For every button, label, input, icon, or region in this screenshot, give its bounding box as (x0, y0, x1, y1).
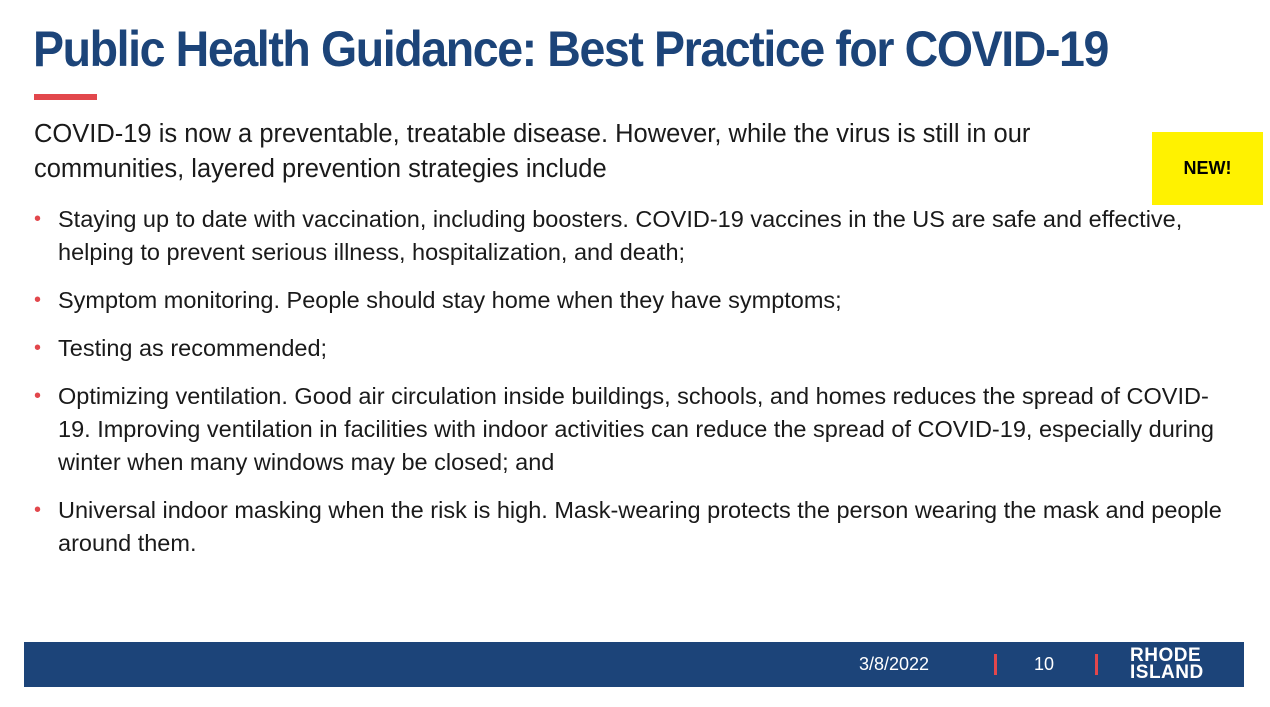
bullet-item-vaccination (34, 203, 1239, 269)
page-number: 10 (1034, 654, 1055, 674)
footer-divider (994, 654, 997, 675)
footer-bar (24, 642, 1244, 687)
intro-text: COVID-19 is now a preventable, treatable disease. However, while the virus is still in our communities, layered prevention strategies include (34, 120, 1031, 183)
bullet-text: Optimizing ventilation. Good air circulation inside buildings, schools, and homes reduces the spread of COVID-19. Improving ventilation in facilities with indoor activities can reduce the spread of COVID-19, especially during winter when many windows may be closed; and (58, 383, 1214, 475)
rhode-island-logo (1130, 647, 1212, 681)
title-underline (34, 94, 97, 100)
bullet-marker-icon: • (34, 289, 42, 311)
bullet-item-masking (34, 494, 1239, 560)
bullet-item-symptom-monitoring (34, 284, 1239, 317)
slide-title: Public Health Guidance: Best Practice for COVID-19 (33, 21, 1108, 77)
footer-date: 3/8/2022 (859, 654, 930, 674)
new-badge (1152, 132, 1263, 205)
bullet-marker-icon: • (34, 337, 42, 359)
bullet-text: Testing as recommended; (58, 335, 328, 361)
bullet-text: Universal indoor masking when the risk is high. Mask-wearing protects the person wearing the mask and people around them. (58, 497, 1222, 556)
bullet-marker-icon: • (34, 499, 42, 521)
bullet-item-ventilation (34, 380, 1239, 479)
bullet-item-testing (34, 332, 1239, 365)
bullet-text: Symptom monitoring. People should stay home when they have symptoms; (58, 287, 842, 313)
bullet-list (34, 203, 1239, 575)
bullet-marker-icon: • (34, 385, 42, 407)
logo-line-2: ISLAND (1130, 662, 1204, 683)
logo-line-1: RHODE (1130, 645, 1202, 666)
bullet-text: Staying up to date with vaccination, including boosters. COVID-19 vaccines in the US are safe and effective, helping to prevent serious illness, hospitalization, and death; (58, 206, 1183, 265)
footer-divider (1095, 654, 1098, 675)
new-badge-label: NEW! (1183, 158, 1232, 178)
bullet-marker-icon: • (34, 208, 42, 230)
